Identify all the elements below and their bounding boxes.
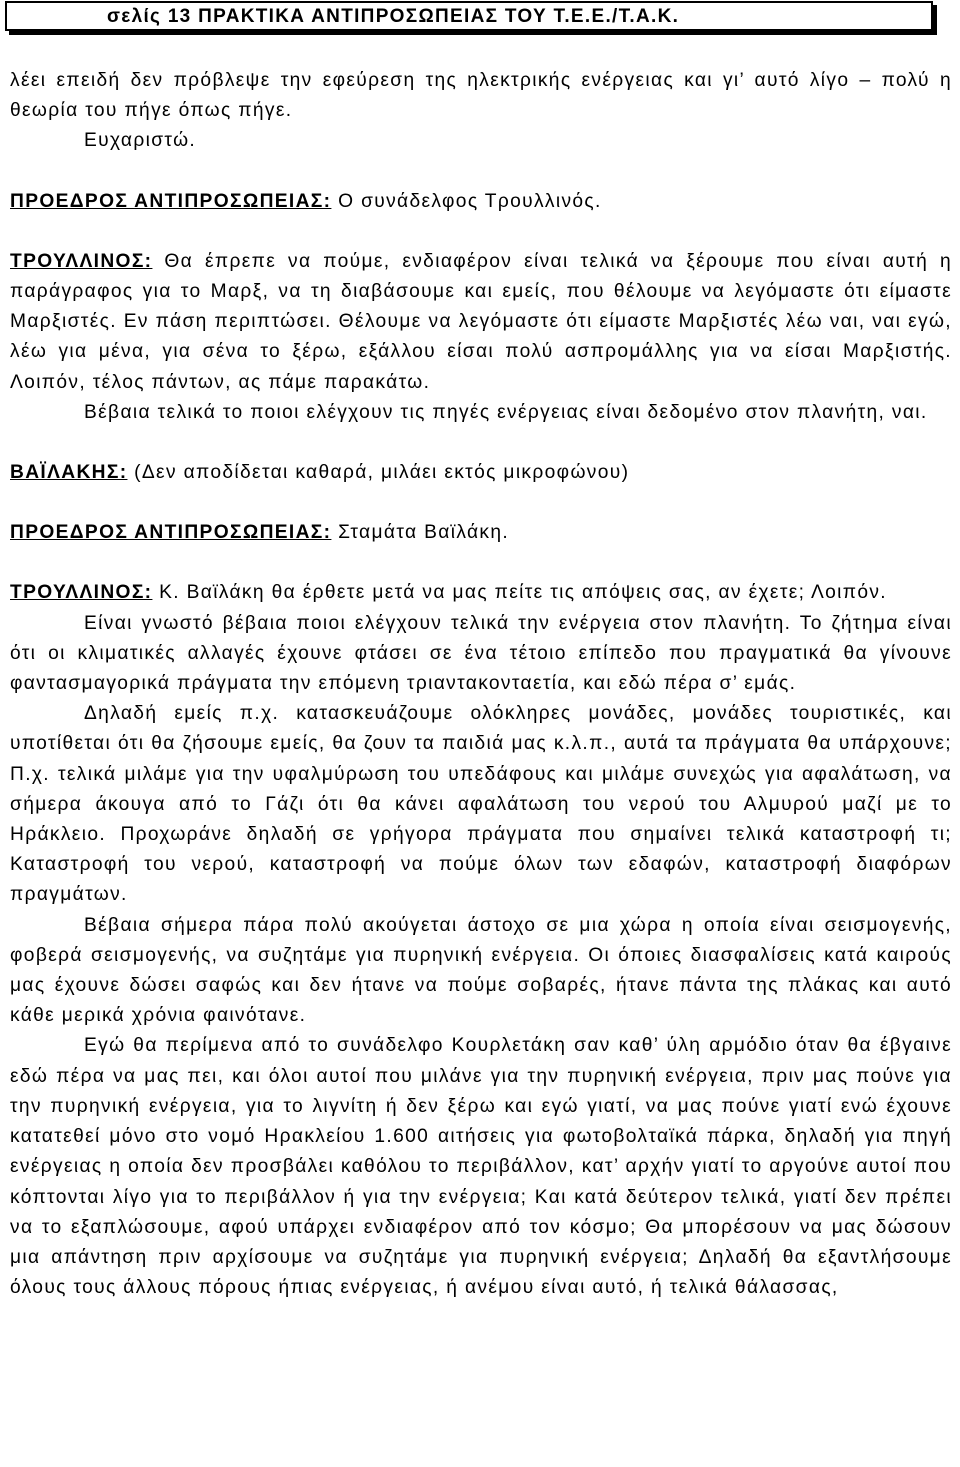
speaker-label: ΠΡΟΕΔΡΟΣ ΑΝΤΙΠΡΟΣΩΠΕΙΑΣ: [10,522,332,544]
speaker-paragraph [10,458,952,488]
header-title: σελίς 13 ΠΡΑΚΤΙΚΑ ΑΝΤΙΠΡΟΣΩΠΕΙΑΣ ΤΟΥ Τ.Ε.Ε./Τ.Α.Κ. [107,6,680,27]
paragraph-text: Βέβαια σήμερα πάρα πολύ ακούγεται άστοχο σε μια χώρα η οποία είναι σεισμογενής, φοβερά σεισμογενής, να συζητάμε για πυρηνική ενέργεια. Οι όποιες διασφαλίσεις κατά καιρούς μας έχουνε δώσει σαφώς και δεν ήτανε να πούμε σοβαρές, ήτανε πάντα της πλάκας και αυτό κάθε μερικά χρόνια φαινότανε. [10,914,952,1027]
paragraph-text: Βέβαια τελικά το ποιοι ελέγχουν τις πηγές ενέργειας είναι δεδομένο στον πλανήτη, ναι. [84,401,928,423]
speaker-paragraph [10,247,952,398]
paragraph [10,609,952,700]
paragraph-text: Ο συνάδελφος Τρουλλινός. [338,190,602,212]
speaker-paragraph [10,518,952,548]
paragraph-text: (Δεν αποδίδεται καθαρά, μιλάει εκτός μικροφώνου) [134,462,630,484]
paragraph [10,699,952,910]
speaker-paragraph [10,578,952,608]
page-header [5,1,933,31]
paragraph-text: Ευχαριστώ. [84,130,197,152]
paragraph-continuation [10,66,952,126]
speaker-label: ΤΡΟΥΛΛΙΝΟΣ: [10,582,153,604]
paragraph-thanks [10,126,952,156]
paragraph-text: Δηλαδή εμείς π.χ. κατασκευάζουμε ολόκληρες μονάδες, μονάδες τουριστικές, και υποτίθεται ότι θα ζήσουμε εμείς, θα ζουν τα παιδιά μας κ.λ.π., αυτά τα πράγματα θα υπάρχουνε; Π.χ. τελικά μιλάμε για την υφαλμύρωση του υπεδάφους και μιλάμε συνεχώς για αφαλάτωση, να σήμερα άκουγα από το Γάζι ότι θα κάνει αφαλάτωση του νερού του Αλμυρού μαζί με το Ηράκλειο. Προχωράνε δηλαδή σε γρήγορα πράγματα που σημαίνει τελικά καταστροφή τι; Καταστροφή του νερού, καταστροφή να πούμε όλων των εδαφών, καταστροφή διαφόρων πραγμάτων. [10,703,952,906]
paragraph-text: Σταμάτα Βαϊλάκη. [338,522,510,544]
paragraph [10,1031,952,1303]
speaker-paragraph [10,187,952,217]
speaker-label: ΒΑΪΛΑΚΗΣ: [10,462,128,484]
paragraph-text: Είναι γνωστό βέβαια ποιοι ελέγχουν τελικά την ενέργεια στον πλανήτη. Το ζήτημα είναι ότι οι κλιματικές αλλαγές έχουνε φτάσει σε ένα τέτοιο επίπεδο που πραγματικά θα γίνουνε φαντασμαγορικά πράγματα την επόμενη τριαντακονταετία, και εδώ πέρα σ’ εμάς. [10,612,952,695]
speaker-label: ΠΡΟΕΔΡΟΣ ΑΝΤΙΠΡΟΣΩΠΕΙΑΣ: [10,190,332,212]
paragraph-text: Κ. Βαϊλάκη θα έρθετε μετά να μας πείτε τις απόψεις σας, αν έχετε; Λοιπόν. [159,582,887,604]
paragraph-text: Εγώ θα περίμενα από το συνάδελφο Κουρλετάκη σαν καθ’ ύλη αρμόδιο όταν θα έβγαινε εδώ πέρα να μας πει, και όλοι αυτοί που μιλάνε για την πυρηνική ενέργεια, πριν μας πούνε για την πυρηνική ενέργεια, για το λιγνίτη ή δεν ξέρω και εγώ γιατί, να μας πούνε γιατί ενώ έχουνε κατατεθεί μόνο στο νομό Ηρακλείου 1.600 αιτήσεις για φωτοβολταϊκά πάρκα, δηλαδή για πηγή ενέργειας η οποία δεν προσβάλει καθόλου το περιβάλλον, κατ’ αρχήν γιατί το αργούνε αυτοί που κόπτονται λίγο για το περιβάλλον ή για την ενέργεια; Και κατά δεύτερον τελικά, γιατί δεν πρέπει να το εξαπλώσουμε, αφού υπάρχει ενδιαφέρον από τον κόσμο; Θα μπορέσουν να μας δώσουν μια απάντηση πριν αρχίσουμε να συζητάμε για πυρηνική ενέργεια; Δηλαδή θα εξαντλήσουμε όλους τους άλλους πόρους ήπιας ενέργειας, ή ανέμου είναι αυτό, ή τελικά θάλασσας, [10,1035,952,1299]
speaker-label: ΤΡΟΥΛΛΙΝΟΣ: [10,250,153,272]
paragraph-text: λέει επειδή δεν πρόβλεψε την εφεύρεση της ηλεκτρικής ενέργειας και γι’ αυτό λίγο – πολύ η θεωρία του πήγε όπως πήγε. [10,70,952,122]
paragraph [10,911,952,1032]
paragraph-text: Θα έπρεπε να πούμε, ενδιαφέρον είναι τελικά να ξέρουμε που είναι αυτή η παράγραφος για το Μαρξ, να τη διαβάσουμε και εμείς, που θέλουμε να λεγόμαστε ότι είμαστε Μαρξιστές. Εν πάση περιπτώσει. Θέλουμε να λεγόμαστε ότι είμαστε Μαρξιστές λέω ναι, ναι εγώ, λέω για μένα, για σένα το ξέρω, εξάλλου είσαι πολύ ασπρομάλλης για να είσαι Μαρξιστής. Λοιπόν, τέλος πάντων, ας πάμε παρακάτω. [10,250,953,393]
transcript-body [10,66,952,1303]
paragraph [10,398,952,428]
